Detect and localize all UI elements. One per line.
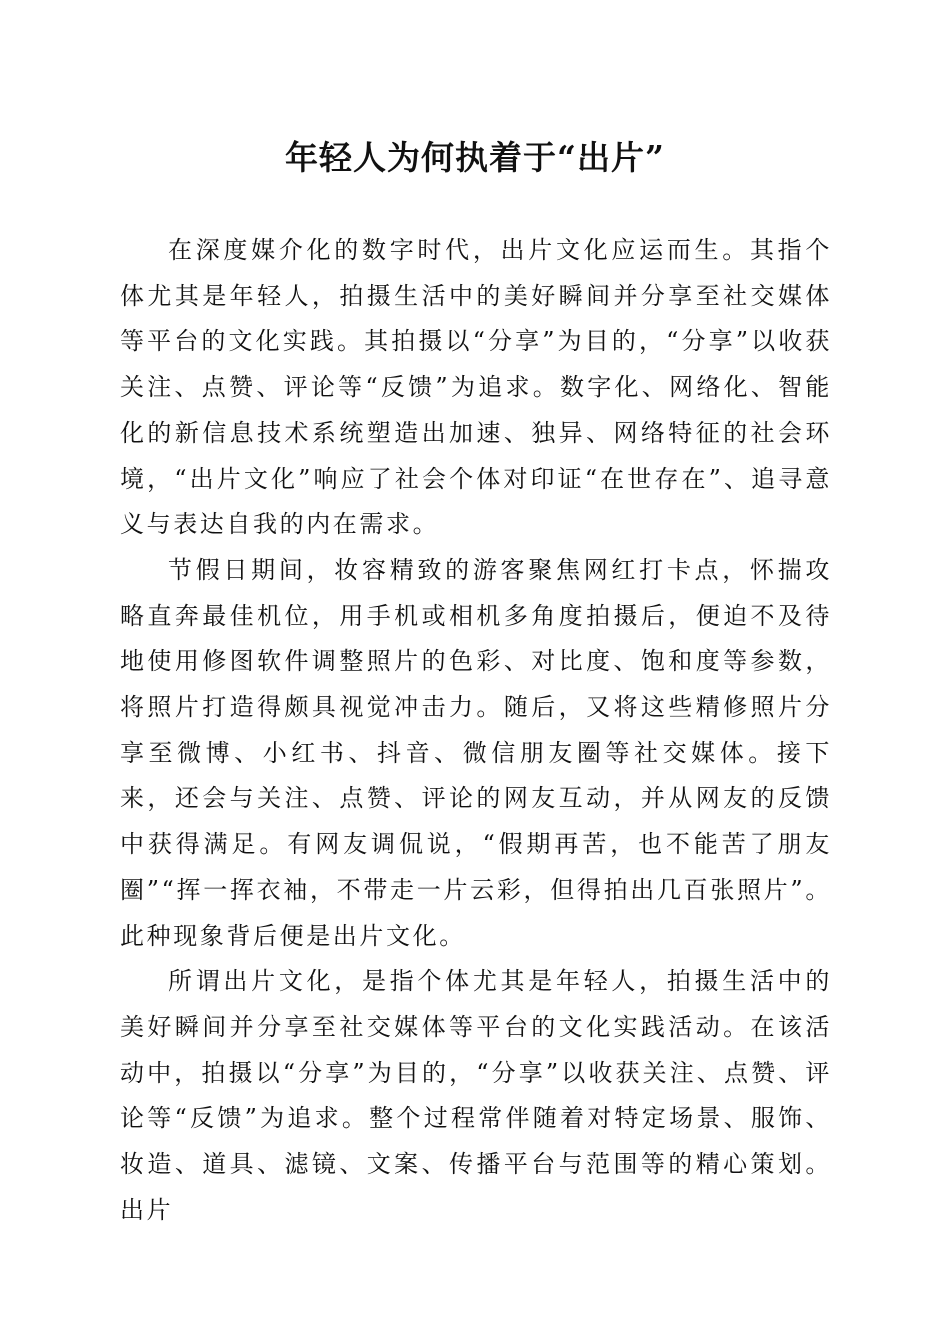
paragraph-3: 所谓出片文化，是指个体尤其是年轻人，拍摄生活中的美好瞬间并分享至社交媒体等平台的文化实践活动。在该活动中，拍摄以“分享”为目的，“分享”以收获关注、点赞、评论等“反馈”为追求。整个过程常伴随着对特定场景、服饰、妆造、道具、滤镜、文案、传播平台与范围等的精心策划。出片: [120, 967, 832, 1224]
paragraph-2: 节假日期间，妆容精致的游客聚焦网红打卡点，怀揣攻略直奔最佳机位，用手机或相机多角度拍摄后，便迫不及待地使用修图软件调整照片的色彩、对比度、饱和度等参数，将照片打造得颇具视觉冲击力。随后，又将这些精修照片分享至微博、小红书、抖音、微信朋友圈等社交媒体。接下来，还会与关注、点赞、评论的网友互动，并从网友的反馈中获得满足。有网友调侃说，“假期再苦，也不能苦了朋友圈”“挥一挥衣袖，不带走一片云彩，但得拍出几百张照片”。此种现象背后便是出片文化。: [120, 555, 832, 950]
article-body: [120, 228, 832, 1233]
paragraph-1: 在深度媒介化的数字时代，出片文化应运而生。其指个体尤其是年轻人，拍摄生活中的美好瞬间并分享至社交媒体等平台的文化实践。其拍摄以“分享”为目的，“分享”以收获关注、点赞、评论等“反馈”为追求。数字化、网络化、智能化的新信息技术系统塑造出加速、独异、网络特征的社会环境，“出片文化”响应了社会个体对印证“在世存在”、追寻意义与表达自我的内在需求。: [120, 236, 832, 539]
page-title: 年轻人为何执着于“出片”: [285, 138, 665, 177]
